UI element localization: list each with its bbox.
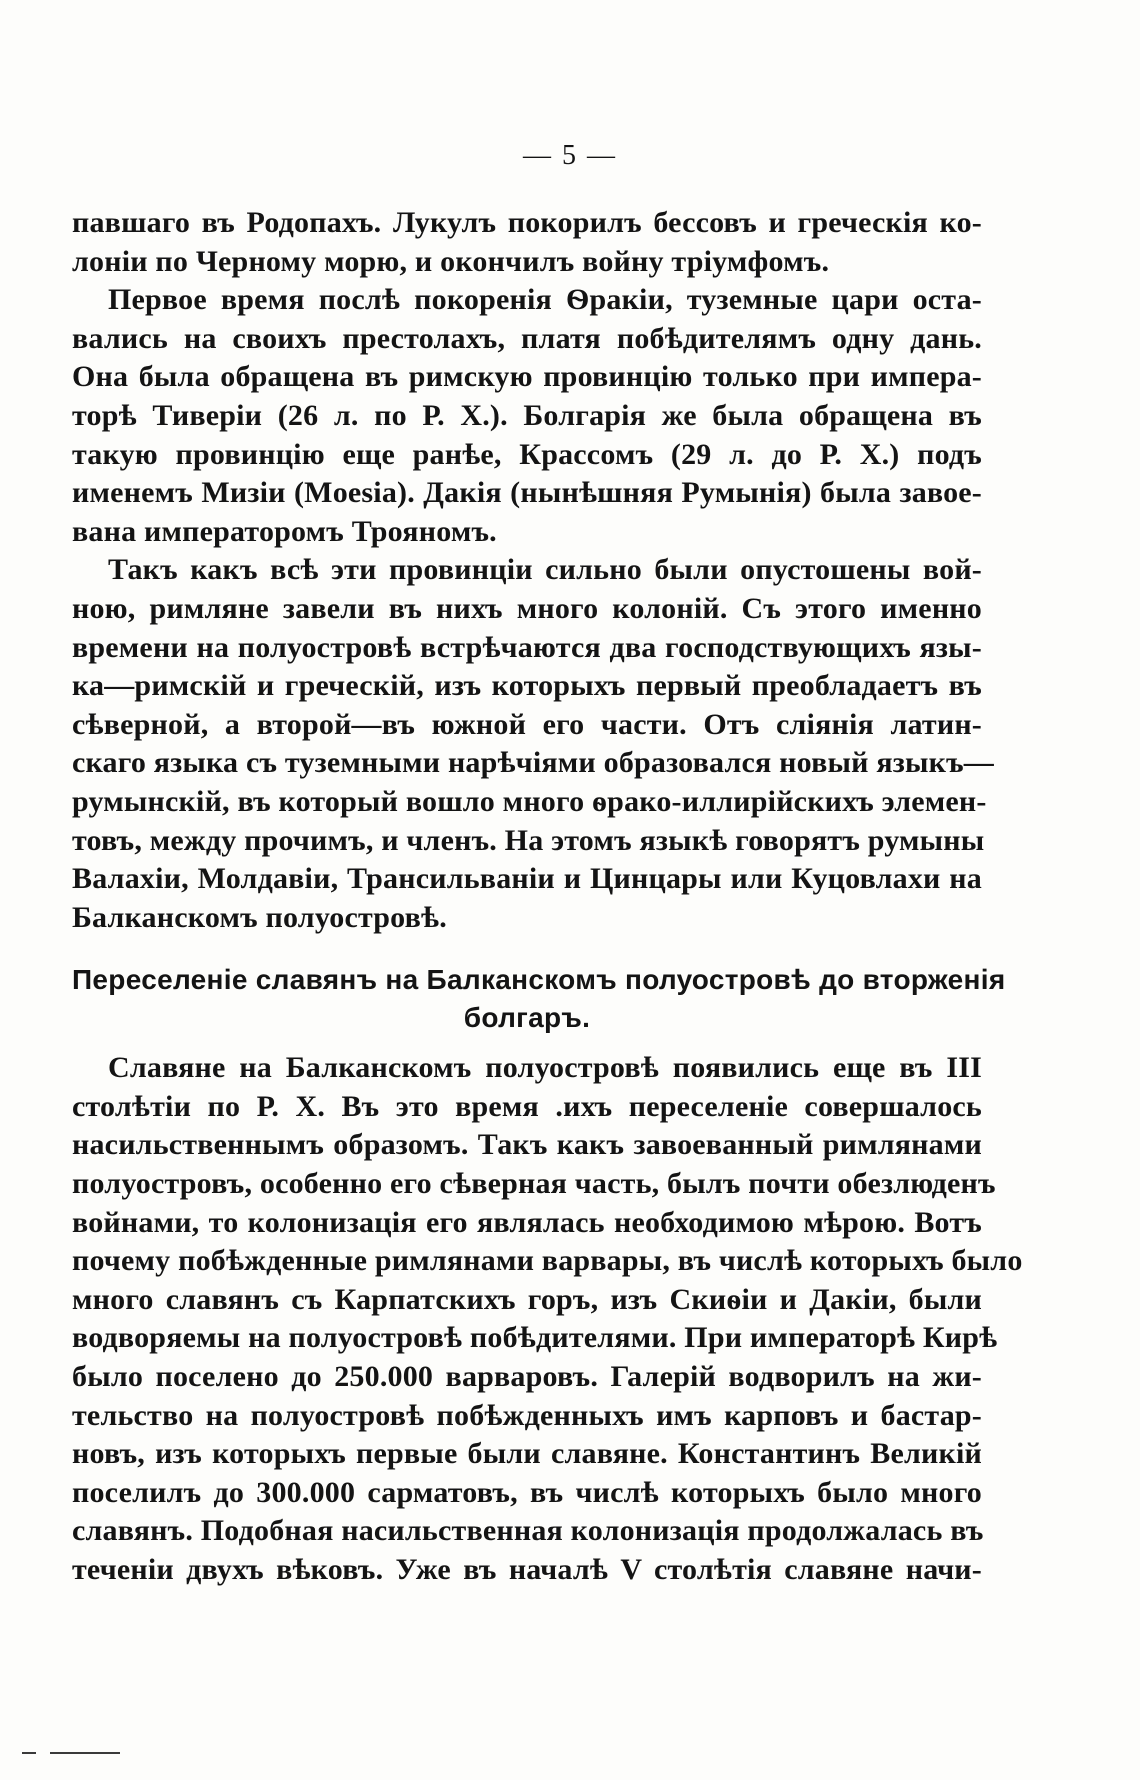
paragraph [72,281,982,551]
heading-line: болгаръ. [463,1002,591,1034]
text-line: Такъ какъ всѣ эти провинціи сильно были опустошены вой- [108,553,982,587]
scan-mark [22,1752,36,1754]
text-line: Она была обращена въ римскую провинцію только при импера- [72,360,982,394]
text-line: именемъ Мизіи (Moesia). Дакія (нынѣшняя Румынія) была завое- [72,476,982,510]
heading-line: Переселеніе славянъ на Балканскомъ полуостровѣ до вторженія [72,964,1006,996]
text-line: тельство на полуостровѣ побѣжденныхъ имъ карповъ и бастар- [72,1398,982,1432]
text-line: войнами, то колонизація его являлась необходимою мѣрою. Вотъ [72,1205,982,1239]
text-line: ка—римскій и греческій, изъ которыхъ первый преобладаетъ въ [72,669,982,703]
text-line: Первое время послѣ покоренія Ѳракіи, туземные цари оста- [108,283,982,317]
section-heading [72,961,1006,1037]
text-line: времени на полуостровѣ встрѣчаются два господствующихъ язы- [72,630,982,664]
text-line: товъ, между прочимъ, и членъ. На этомъ языкѣ говорятъ румыны [72,823,985,857]
text-line: румынскій, въ который вошло много ѳрако-иллирійскихъ элемен- [72,784,987,818]
text-line: столѣтіи по Р. Х. Въ это время .ихъ переселеніе совершалось [72,1089,982,1123]
scan-mark [50,1752,120,1754]
text-line: Славяне на Балканскомъ полуостровѣ появились еще въ III [108,1051,982,1085]
paragraph [72,1049,1023,1589]
text-line: много славянъ съ Карпатскихъ горъ, изъ Скиѳіи и Дакіи, были [72,1282,982,1316]
text-line: насильственнымъ образомъ. Такъ какъ завоеванный римлянами [72,1128,982,1162]
text-line: поселилъ до 300.000 сарматовъ, въ числѣ которыхъ было много [72,1475,982,1509]
text-line: павшаго въ Родопахъ. Лукулъ покорилъ бессовъ и греческія ко- [72,206,982,239]
text-line: такую провинцію еще ранѣе, Крассомъ (29 л. до Р. Х.) подъ [72,437,982,471]
paragraph [72,204,982,281]
text-line: было поселено до 250.000 варваровъ. Галерій водворилъ на жи- [72,1360,982,1394]
text-line: лоніи по Черному морю, и окончилъ войну тріумфомъ. [72,244,830,278]
page-number: — 5 — [523,140,617,171]
text-line: скаго языка съ туземными нарѣчіями образовался новый языкъ— [72,746,995,780]
text-line: вана императоромъ Трояномъ. [72,514,497,548]
text-line: Балканскомъ полуостровѣ. [72,900,447,934]
text-line: полуостровъ, особенно его сѣверная часть, былъ почти обезлюденъ [72,1167,996,1201]
text-line: вались на своихъ престолахъ, платя побѣдителямъ одну дань. [72,321,982,355]
text-line: новъ, изъ которыхъ первые были славяне. Константинъ Великій [72,1437,982,1471]
text-line: теченіи двухъ вѣковъ. Уже въ началѣ V столѣтія славяне начи- [72,1553,982,1586]
text-line: славянъ. Подобная насильственная колонизація продолжалась въ [72,1514,984,1548]
text-line: ною, римляне завели въ нихъ много колоній. Съ этого именно [72,591,982,625]
body-text [72,204,1023,1590]
text-line: Валахіи, Молдавіи, Трансильваніи и Цинцары или Куцовлахи на [72,862,982,896]
text-line: сѣверной, а второй—въ южной его части. Отъ сліянія латин- [72,707,982,741]
text-line: торѣ Тиверіи (26 л. по Р. Х.). Болгарія же была обращена въ [72,398,982,432]
text-line: водворяемы на полуостровѣ побѣдителями. При императорѣ Кирѣ [72,1321,998,1355]
text-line: почему побѣжденные римлянами варвары, въ числѣ которыхъ было [72,1244,1023,1278]
paragraph [72,551,995,937]
